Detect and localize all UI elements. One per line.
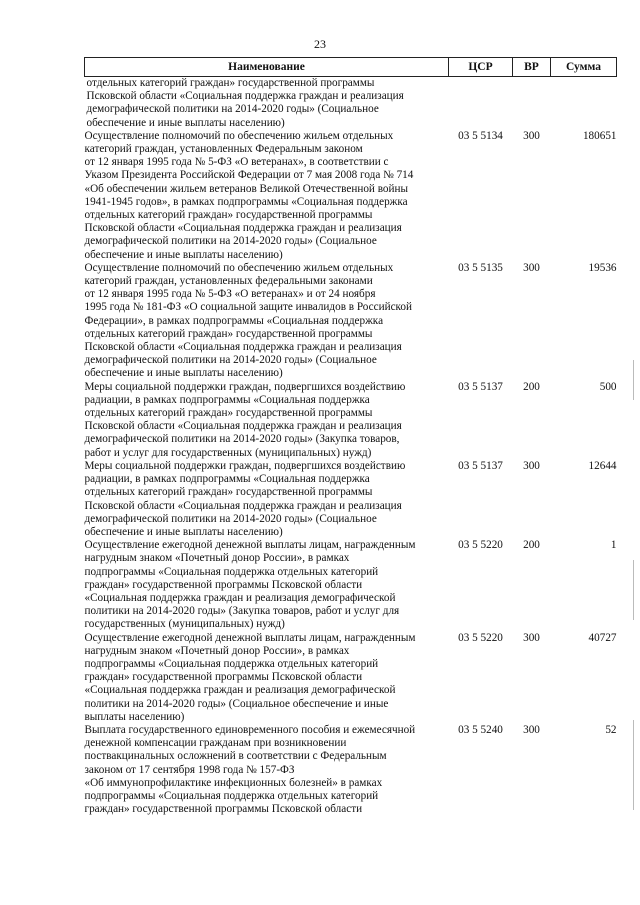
row-sum: 500	[599, 380, 617, 393]
row-vr: 300	[523, 631, 540, 644]
row-csr	[449, 77, 513, 130]
table-header-row	[85, 58, 617, 77]
row-sum: 1	[610, 539, 617, 552]
row-vr: 300	[523, 261, 540, 274]
budget-table	[84, 57, 617, 816]
row-vr	[513, 77, 551, 130]
table-row	[85, 460, 617, 539]
table-row	[85, 381, 617, 460]
row-csr: 03 5 5220	[458, 539, 503, 552]
header-vr: ВР	[513, 58, 551, 77]
table-row	[85, 77, 617, 130]
row-vr: 200	[523, 380, 540, 393]
row-name: Осуществление полномочий по обеспечению жильем отдельных категорий граждан, установленных федеральными законами от 12 января 1995 года № 5-ФЗ «О ветеранах» и от 24 ноября 1995 года № 181-ФЗ «О социальной защите инвалидов в Российской Федерации», в рамках подпрограммы «Социальная поддержка отдельных категорий граждан» государственной программы Псковской области «Социальная поддержка граждан и реализация демографической политики на 2014-2020 годы» (Социальное обеспечение и иные выплаты населению)	[84, 261, 413, 380]
row-csr: 03 5 5240	[458, 723, 503, 736]
row-csr: 03 5 5220	[458, 631, 503, 644]
header-sum: Сумма	[551, 58, 617, 77]
row-vr: 200	[523, 539, 540, 552]
row-name: Выплата государственного единовременного пособия и ежемесячной денежной компенсации гражданам при возникновении поствакцинальных осложнений в соответствии с Федеральным законом от 17 сентября 1998 года № 157-ФЗ «Об иммунопрофилактике инфекционных болезней» в рамках подпрограммы «Социальная поддержка отдельных категорий граждан» государственной программы Псковской области	[84, 723, 416, 816]
row-name: Меры социальной поддержки граждан, подвергшихся воздействию радиации, в рамках подпрограммы «Социальная поддержка отдельных категорий граждан» государственной программы Псковской области «Социальная поддержка граждан и реализация демографической политики на 2014-2020 годы» (Закупка товаров, работ и услуг для государственных (муниципальных) нужд)	[84, 380, 406, 459]
row-sum: 52	[605, 723, 617, 736]
row-name: Осуществление полномочий по обеспечению жильем отдельных категорий граждан, установленных Федеральным законом от 12 января 1995 года № 5-ФЗ «О ветеранах», в соответствии с Указом Президента Российской Федерации от 7 мая 2008 года № 714 «Об обеспечении жильем ветеранов Великой Отечественной войны 1941-1945 годов», в рамках подпрограммы «Социальная поддержка отдельных категорий граждан» государственной программы Псковской области «Социальная поддержка граждан и реализация демографической политики на 2014-2020 годы» (Социальное обеспечение и иные выплаты населению)	[84, 129, 414, 261]
table-row	[85, 130, 617, 262]
row-name: Меры социальной поддержки граждан, подвергшихся воздействию радиации, в рамках подпрограммы «Социальная поддержка отдельных категорий граждан» государственной программы Псковской области «Социальная поддержка граждан и реализация демографической политики на 2014-2020 годы» (Социальное обеспечение и иные выплаты населению)	[84, 459, 406, 538]
row-name: отдельных категорий граждан» государственной программы Псковской области «Социальная поддержка граждан и реализация демографической политики на 2014-2020 годы» (Социальное обеспечение и иные выплаты населению)	[86, 77, 404, 129]
row-name: Осуществление ежегодной денежной выплаты лицам, награжденным нагрудным знаком «Почетный донор России», в рамках подпрограммы «Социальная поддержка отдельных категорий граждан» государственной программы Псковской области «Социальная поддержка граждан и реализация демографической политики на 2014-2020 годы» (Закупка товаров, работ и услуг для государственных (муниципальных) нужд)	[84, 539, 416, 631]
page-number: 23	[314, 37, 326, 51]
row-sum: 180651	[582, 129, 617, 142]
row-vr: 300	[523, 129, 540, 142]
row-sum	[551, 77, 617, 130]
row-csr: 03 5 5137	[458, 380, 503, 393]
table-row	[85, 262, 617, 381]
row-csr: 03 5 5134	[458, 129, 503, 142]
row-csr: 03 5 5135	[458, 261, 503, 274]
scan-edge-mark	[633, 360, 634, 400]
header-name: Наименование	[85, 58, 449, 77]
row-vr: 300	[523, 459, 540, 472]
row-sum: 12644	[588, 459, 617, 472]
row-csr: 03 5 5137	[458, 459, 503, 472]
row-sum: 40727	[588, 631, 617, 644]
row-vr: 300	[523, 723, 540, 736]
scan-edge-mark	[633, 720, 634, 810]
row-name: Осуществление ежегодной денежной выплаты лицам, награжденным нагрудным знаком «Почетный донор России», в рамках подпрограммы «Социальная поддержка отдельных категорий граждан» государственной программы Псковской области «Социальная поддержка граждан и реализация демографической политики на 2014-2020 годы» (Социальное обеспечение и иные выплаты населению)	[84, 631, 416, 723]
scan-edge-mark	[633, 560, 634, 620]
row-sum: 19536	[588, 261, 617, 274]
header-csr: ЦСР	[449, 58, 513, 77]
table-row	[85, 539, 617, 631]
table-row	[85, 632, 617, 724]
table-row	[85, 724, 617, 816]
